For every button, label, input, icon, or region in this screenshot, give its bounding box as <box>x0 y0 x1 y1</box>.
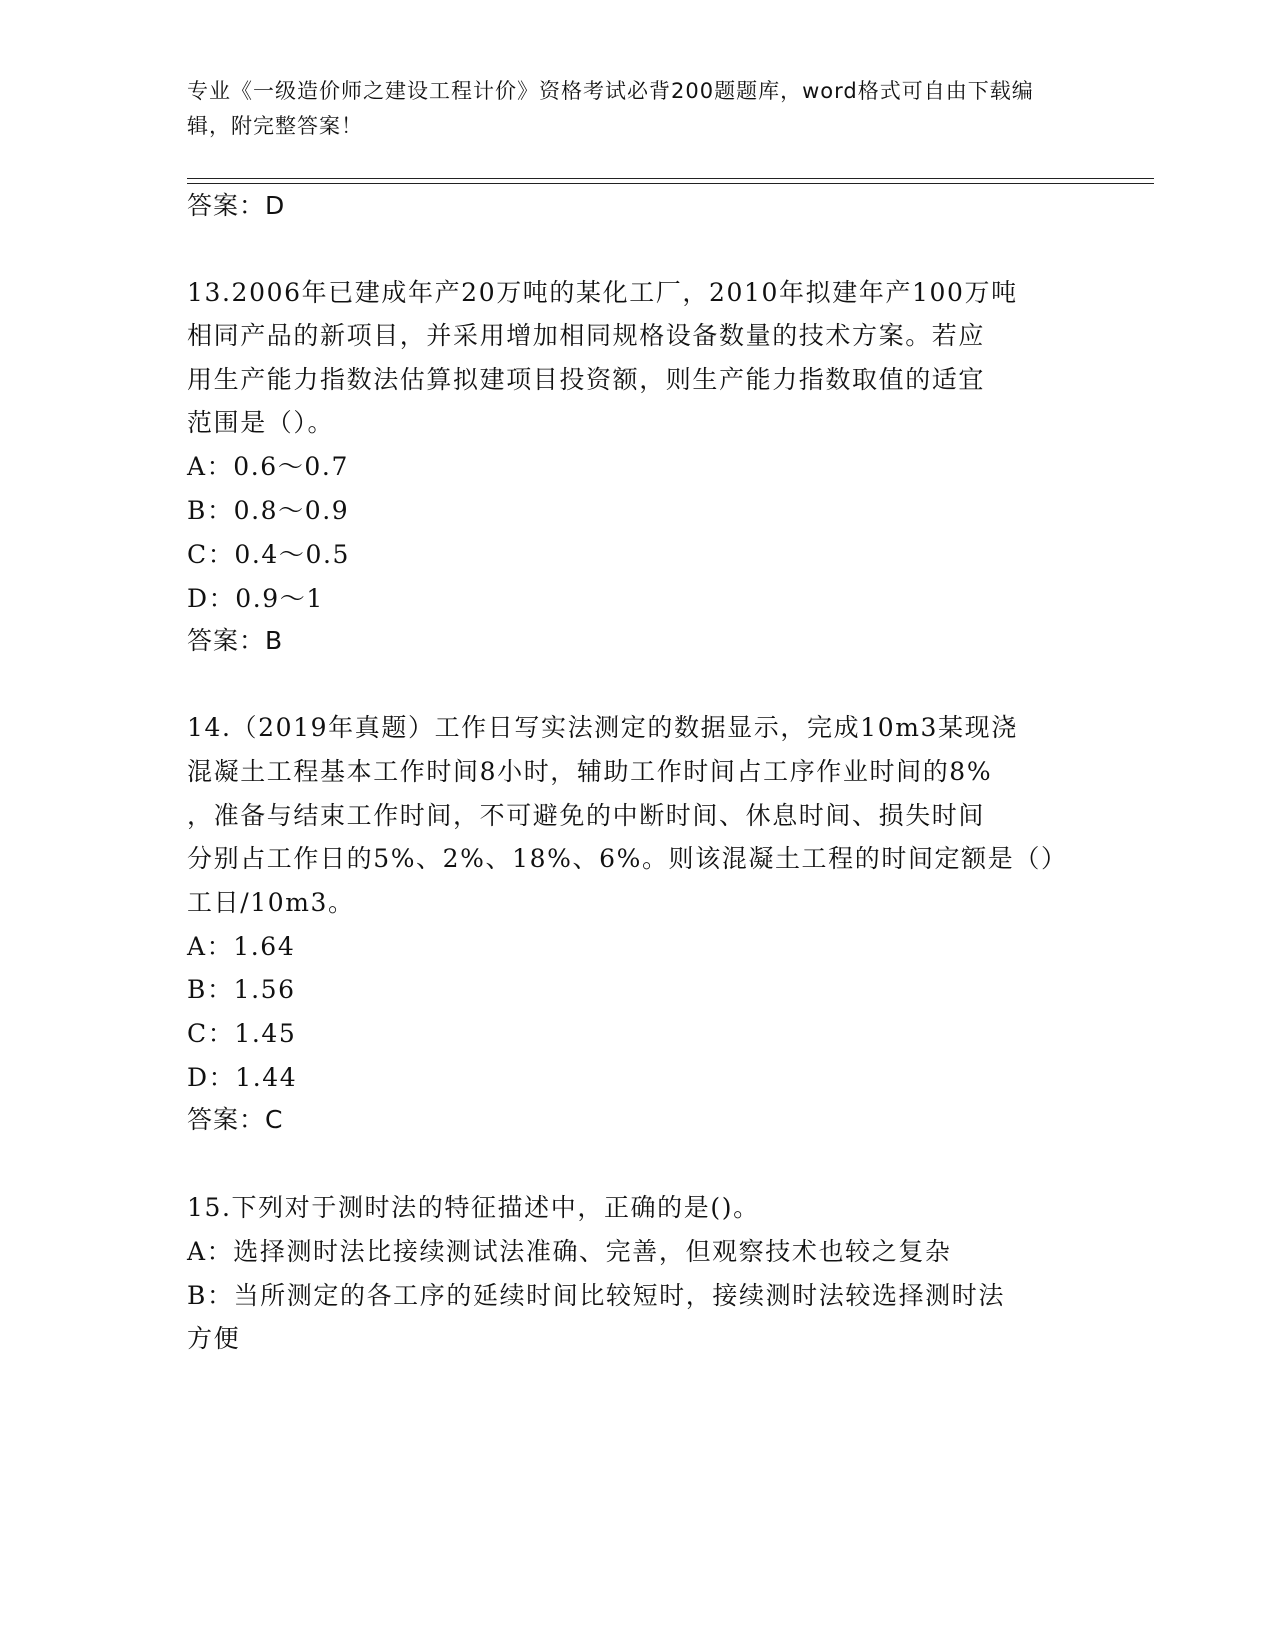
option-c: C：1.45 <box>187 1019 297 1048</box>
option-b-continued: 方便 <box>187 1324 241 1353</box>
header-rule <box>187 183 1154 184</box>
option-b: B：0.8～0.9 <box>187 496 350 525</box>
question-stem-line: 相同产品的新项目，并采用增加相同规格设备数量的技术方案。若应 <box>187 321 986 350</box>
question-stem-line: 14.（2019年真题）工作日写实法测定的数据显示，完成10m3某现浇 <box>187 713 1018 742</box>
header-rule <box>187 178 1154 179</box>
previous-answer: 答案：D <box>187 191 286 220</box>
question-answer: 答案：B <box>187 626 284 655</box>
header-note: 专业《一级造价师之建设工程计价》资格考试必背200题题库，word格式可自由下载编辑，附完整答案！ <box>187 79 1034 138</box>
question-stem-line: 工日/10m3。 <box>187 888 355 917</box>
question-answer: 答案：C <box>187 1105 284 1134</box>
option-d: D：1.44 <box>187 1063 298 1092</box>
question-stem-line: 15.下列对于测时法的特征描述中，正确的是()。 <box>187 1193 760 1222</box>
question-stem-line: ，准备与结束工作时间，不可避免的中断时间、休息时间、损失时间 <box>187 801 986 830</box>
option-a: A：1.64 <box>187 932 296 961</box>
option-b: B：当所测定的各工序的延续时间比较短时，接续测时法较选择测时法 <box>187 1281 1005 1310</box>
question-stem-line: 混凝土工程基本工作时间8小时，辅助工作时间占工序作业时间的8% <box>187 757 993 786</box>
option-c: C：0.4～0.5 <box>187 540 351 569</box>
question-stem-line: 分别占工作日的5%、2%、18%、6%。则该混凝土工程的时间定额是（） <box>187 844 1068 873</box>
option-a: A：0.6～0.7 <box>187 452 349 481</box>
question-stem-line: 13.2006年已建成年产20万吨的某化工厂，2010年拟建年产100万吨 <box>187 278 1018 307</box>
option-d: D：0.9～1 <box>187 584 324 613</box>
option-b: B：1.56 <box>187 975 296 1004</box>
question-stem-line: 范围是（）。 <box>187 408 335 437</box>
option-a: A：选择测时法比接续测试法准确、完善，但观察技术也较之复杂 <box>187 1237 952 1266</box>
question-stem-line: 用生产能力指数法估算拟建项目投资额，则生产能力指数取值的适宜 <box>187 365 986 394</box>
